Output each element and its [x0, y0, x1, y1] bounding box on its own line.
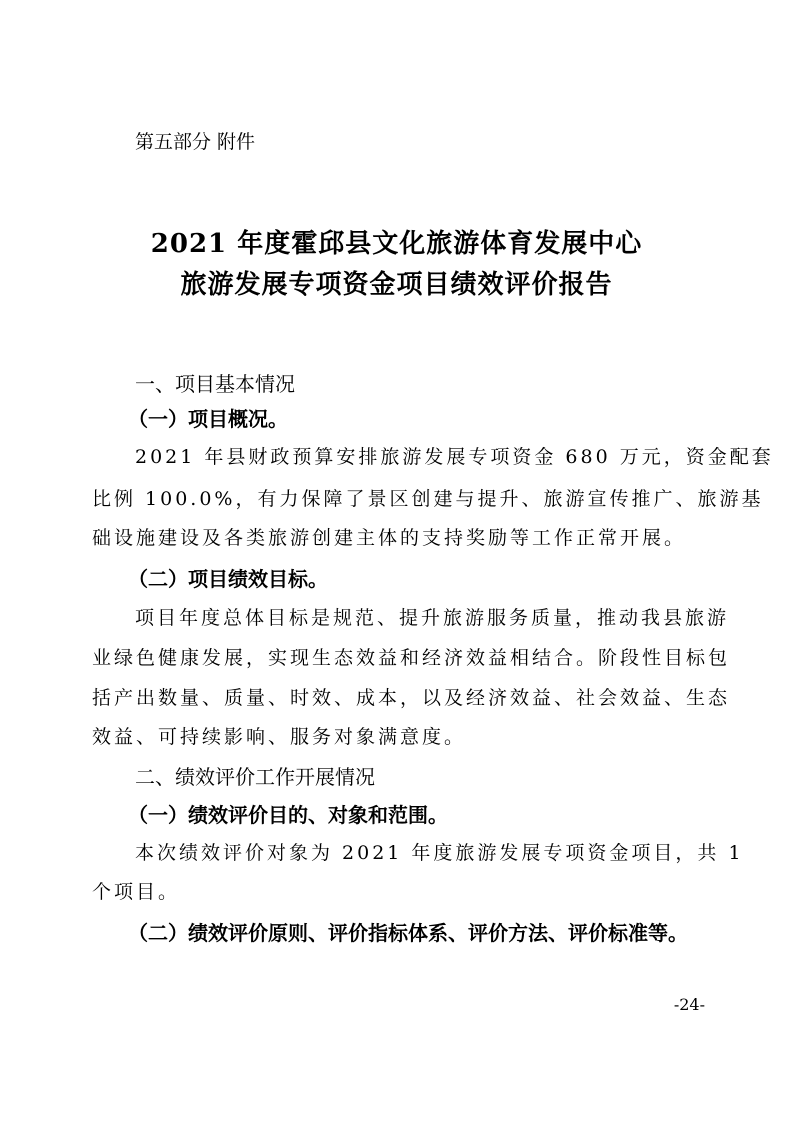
subheading-evaluation-purpose: （一）绩效评价目的、对象和范围。	[128, 803, 448, 827]
heading-evaluation-work: 二、绩效评价工作开展情况	[135, 765, 375, 789]
heading-project-basics: 一、项目基本情况	[135, 372, 295, 396]
subheading-project-overview: （一）项目概况。	[128, 407, 288, 431]
section-label: 第五部分 附件	[135, 131, 256, 153]
report-title-line-1: 2021 年度霍邱县文化旅游体育发展中心	[150, 229, 643, 259]
report-title-line-2: 旅游发展专项资金项目绩效评价报告	[180, 270, 613, 300]
paragraph-overview-line-2: 比例 100.0%，有力保障了景区创建与提升、旅游宣传推广、旅游基	[92, 488, 764, 510]
paragraph-overview-line-3: 础设施建设及各类旅游创建主体的支持奖励等工作正常开展。	[92, 527, 687, 549]
page-number: -24-	[673, 995, 705, 1014]
paragraph-goals-line-2: 业绿色健康发展，实现生态效益和经济效益相结合。阶段性目标包	[92, 647, 731, 669]
paragraph-overview-line-1: 2021 年县财政预算安排旅游发展专项资金 680 万元，资金配套	[135, 446, 774, 468]
paragraph-goals-line-1: 项目年度总体目标是规范、提升旅游服务质量，推动我县旅游	[135, 607, 730, 629]
subheading-performance-goals: （二）项目绩效目标。	[128, 567, 328, 591]
paragraph-goals-line-4: 效益、可持续影响、服务对象满意度。	[92, 726, 467, 748]
subheading-evaluation-principles: （二）绩效评价原则、评价指标体系、评价方法、评价标准等。	[128, 921, 688, 945]
paragraph-scope-line-2: 个项目。	[92, 881, 181, 903]
paragraph-scope-line-1: 本次绩效评价对象为 2021 年度旅游发展专项资金项目，共 1	[135, 842, 744, 864]
paragraph-goals-line-3: 括产出数量、质量、时效、成本，以及经济效益、社会效益、生态	[92, 687, 731, 709]
